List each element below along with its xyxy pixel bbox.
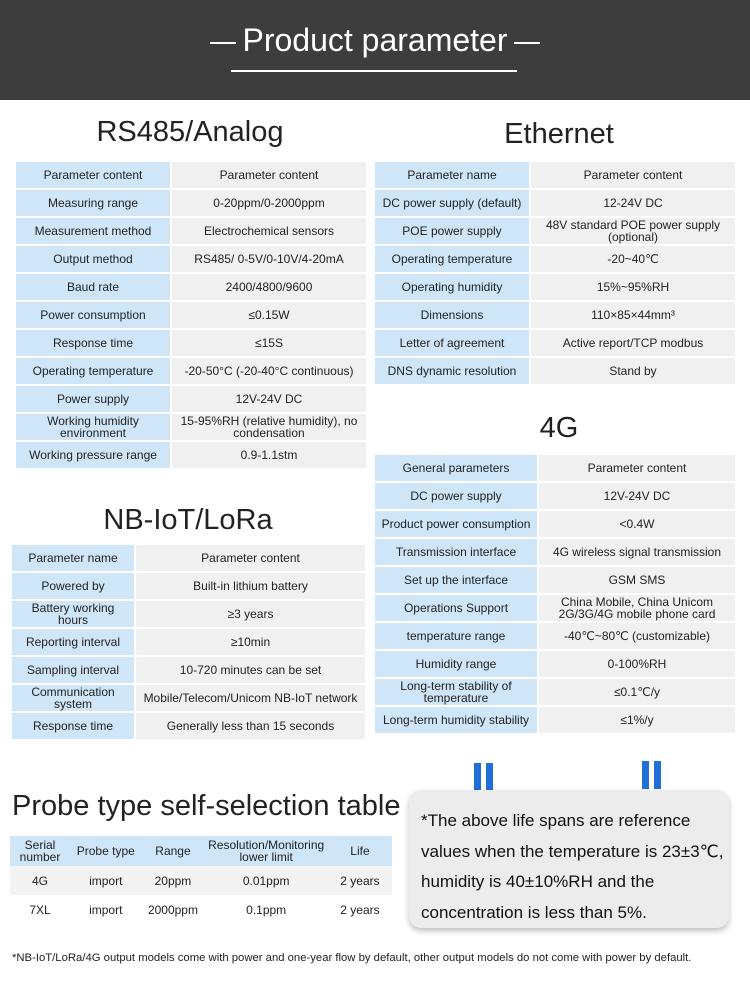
- rs485-row: [16, 386, 366, 412]
- g4-param-value: ≤0.1℃/y: [539, 679, 735, 705]
- probe-table: [10, 836, 392, 924]
- ethernet-param-value: 110×85×44mm³: [531, 302, 735, 328]
- nbiot-param-name: Powered by: [12, 573, 134, 599]
- nbiot-param-value: 10-720 minutes can be set: [136, 657, 365, 683]
- title-dash-right: [514, 42, 540, 44]
- rs485-title: RS485/Analog: [96, 116, 284, 148]
- ethernet-row: [375, 358, 735, 384]
- ethernet-param-name: DNS dynamic resolution: [375, 358, 529, 384]
- g4-row: [375, 483, 735, 509]
- ethernet-param-value: 15%~95%RH: [531, 274, 735, 300]
- probe-header-cell: Serial number: [10, 836, 70, 866]
- footnote: *NB-IoT/LoRa/4G output models come with power and one-year flow by default, other output models do not come with power by default.: [12, 952, 692, 964]
- nbiot-param-value: Parameter content: [136, 545, 365, 571]
- g4-row: [375, 539, 735, 565]
- nbiot-param-name: Battery working hours: [12, 601, 134, 627]
- title-underline: [231, 70, 517, 72]
- rs485-param-name: Operating temperature: [16, 358, 170, 384]
- nbiot-row: [12, 713, 365, 739]
- page-title: Product parameter: [242, 22, 508, 58]
- g4-row: [375, 455, 735, 481]
- ethernet-param-value: 12-24V DC: [531, 190, 735, 216]
- ethernet-param-name: Operating humidity: [375, 274, 529, 300]
- 4g-table: [373, 453, 737, 735]
- probe-cell: 2 years: [328, 895, 392, 924]
- g4-row: [375, 679, 735, 705]
- rs485-table: [14, 160, 368, 470]
- rs485-row: [16, 302, 366, 328]
- probe-cell: 0.01ppm: [204, 866, 328, 895]
- nbiot-param-name: Sampling interval: [12, 657, 134, 683]
- probe-header-row: [10, 836, 392, 866]
- nbiot-param-value: ≥10min: [136, 629, 365, 655]
- rs485-param-value: Electrochemical sensors: [172, 218, 366, 244]
- g4-param-name: Long-term humidity stability: [375, 707, 537, 733]
- probe-cell: 2000ppm: [142, 895, 205, 924]
- g4-row: [375, 567, 735, 593]
- rs485-row: [16, 442, 366, 468]
- probe-cell: 7XL: [10, 895, 70, 924]
- ethernet-row: [375, 162, 735, 188]
- rs485-param-name: Parameter content: [16, 162, 170, 188]
- header-banner: [0, 0, 750, 100]
- note-box: [409, 790, 729, 928]
- ethernet-row: [375, 246, 735, 272]
- ethernet-param-name: Dimensions: [375, 302, 529, 328]
- title-dash-left: [210, 42, 236, 44]
- 4g-title: 4G: [539, 412, 579, 444]
- probe-header-cell: Probe type: [70, 836, 142, 866]
- nbiot-param-value: Built-in lithium battery: [136, 573, 365, 599]
- probe-cell: import: [70, 895, 142, 924]
- g4-param-value: China Mobile, China Unicom 2G/3G/4G mobile phone card: [539, 595, 735, 621]
- pause-icon: [474, 763, 494, 791]
- ethernet-table: [373, 160, 737, 386]
- g4-param-name: DC power supply: [375, 483, 537, 509]
- ethernet-param-value: Stand by: [531, 358, 735, 384]
- nbiot-row: [12, 629, 365, 655]
- ethernet-param-name: Operating temperature: [375, 246, 529, 272]
- rs485-param-value: Parameter content: [172, 162, 366, 188]
- probe-title: Probe type self-selection table: [12, 790, 401, 822]
- probe-cell: import: [70, 866, 142, 895]
- g4-param-value: ≤1%/y: [539, 707, 735, 733]
- g4-param-name: Humidity range: [375, 651, 537, 677]
- nbiot-param-name: Communication system: [12, 685, 134, 711]
- rs485-param-value: 0.9-1.1stm: [172, 442, 366, 468]
- ethernet-param-name: POE power supply: [375, 218, 529, 244]
- rs485-row: [16, 246, 366, 272]
- probe-row: [10, 866, 392, 895]
- nbiot-row: [12, 545, 365, 571]
- g4-param-name: General parameters: [375, 455, 537, 481]
- g4-param-name: temperature range: [375, 623, 537, 649]
- note-text: *The above life spans are reference values when the temperature is 23±3℃, humidity is 40±10%RH and the concentration is less than 5%.: [421, 811, 724, 922]
- g4-param-value: GSM SMS: [539, 567, 735, 593]
- rs485-param-name: Response time: [16, 330, 170, 356]
- g4-row: [375, 707, 735, 733]
- probe-cell: 4G: [10, 866, 70, 895]
- ethernet-row: [375, 274, 735, 300]
- ethernet-row: [375, 218, 735, 244]
- rs485-param-name: Output method: [16, 246, 170, 272]
- g4-param-name: Transmission interface: [375, 539, 537, 565]
- rs485-row: [16, 358, 366, 384]
- probe-cell: 0.1ppm: [204, 895, 328, 924]
- g4-param-value: Parameter content: [539, 455, 735, 481]
- rs485-row: [16, 190, 366, 216]
- ethernet-param-value: Parameter content: [531, 162, 735, 188]
- nbiot-row: [12, 601, 365, 627]
- probe-header-cell: Life: [328, 836, 392, 866]
- probe-row: [10, 895, 392, 924]
- probe-header-cell: Resolution/Monitoring lower limit: [204, 836, 328, 866]
- rs485-param-name: Baud rate: [16, 274, 170, 300]
- rs485-param-name: Power supply: [16, 386, 170, 412]
- g4-param-name: Product power consumption: [375, 511, 537, 537]
- rs485-row: [16, 330, 366, 356]
- nbiot-title: NB-IoT/LoRa: [103, 504, 273, 536]
- rs485-param-name: Working humidity environment: [16, 414, 170, 440]
- rs485-param-value: ≤15S: [172, 330, 366, 356]
- ethernet-param-value: Active report/TCP modbus: [531, 330, 735, 356]
- nbiot-param-name: Parameter name: [12, 545, 134, 571]
- nbiot-row: [12, 685, 365, 711]
- rs485-param-value: 12V-24V DC: [172, 386, 366, 412]
- rs485-param-name: Measuring range: [16, 190, 170, 216]
- g4-param-value: 0-100%RH: [539, 651, 735, 677]
- ethernet-row: [375, 302, 735, 328]
- ethernet-param-value: -20~40℃: [531, 246, 735, 272]
- rs485-row: [16, 218, 366, 244]
- ethernet-param-name: DC power supply (default): [375, 190, 529, 216]
- g4-row: [375, 511, 735, 537]
- probe-header-cell: Range: [142, 836, 205, 866]
- ethernet-title: Ethernet: [504, 118, 614, 150]
- ethernet-param-name: Parameter name: [375, 162, 529, 188]
- rs485-param-value: 2400/4800/9600: [172, 274, 366, 300]
- g4-param-name: Long-term stability of temperature: [375, 679, 537, 705]
- rs485-param-value: 15-95%RH (relative humidity), no condensation: [172, 414, 366, 440]
- g4-param-value: <0.4W: [539, 511, 735, 537]
- ethernet-param-value: 48V standard POE power supply (optional): [531, 218, 735, 244]
- probe-cell: 2 years: [328, 866, 392, 895]
- g4-row: [375, 623, 735, 649]
- g4-row: [375, 595, 735, 621]
- g4-row: [375, 651, 735, 677]
- rs485-param-value: ≤0.15W: [172, 302, 366, 328]
- g4-param-name: Operations Support: [375, 595, 537, 621]
- probe-cell: 20ppm: [142, 866, 205, 895]
- pause-icon: [642, 761, 662, 789]
- nbiot-param-value: Generally less than 15 seconds: [136, 713, 365, 739]
- nbiot-param-value: Mobile/Telecom/Unicom NB-IoT network: [136, 685, 365, 711]
- g4-param-value: -40℃~80℃ (customizable): [539, 623, 735, 649]
- nbiot-table: [10, 543, 367, 741]
- rs485-param-name: Power consumption: [16, 302, 170, 328]
- ethernet-param-name: Letter of agreement: [375, 330, 529, 356]
- nbiot-row: [12, 657, 365, 683]
- rs485-param-value: 0-20ppm/0-2000ppm: [172, 190, 366, 216]
- rs485-param-value: RS485/ 0-5V/0-10V/4-20mA: [172, 246, 366, 272]
- nbiot-row: [12, 573, 365, 599]
- page-title-row: [0, 22, 750, 59]
- ethernet-row: [375, 330, 735, 356]
- g4-param-value: 4G wireless signal transmission: [539, 539, 735, 565]
- ethernet-row: [375, 190, 735, 216]
- nbiot-param-value: ≥3 years: [136, 601, 365, 627]
- nbiot-param-name: Response time: [12, 713, 134, 739]
- g4-param-value: 12V-24V DC: [539, 483, 735, 509]
- nbiot-param-name: Reporting interval: [12, 629, 134, 655]
- rs485-row: [16, 414, 366, 440]
- rs485-param-name: Working pressure range: [16, 442, 170, 468]
- rs485-row: [16, 274, 366, 300]
- g4-param-name: Set up the interface: [375, 567, 537, 593]
- rs485-row: [16, 162, 366, 188]
- rs485-param-name: Measurement method: [16, 218, 170, 244]
- rs485-param-value: -20-50°C (-20-40°C continuous): [172, 358, 366, 384]
